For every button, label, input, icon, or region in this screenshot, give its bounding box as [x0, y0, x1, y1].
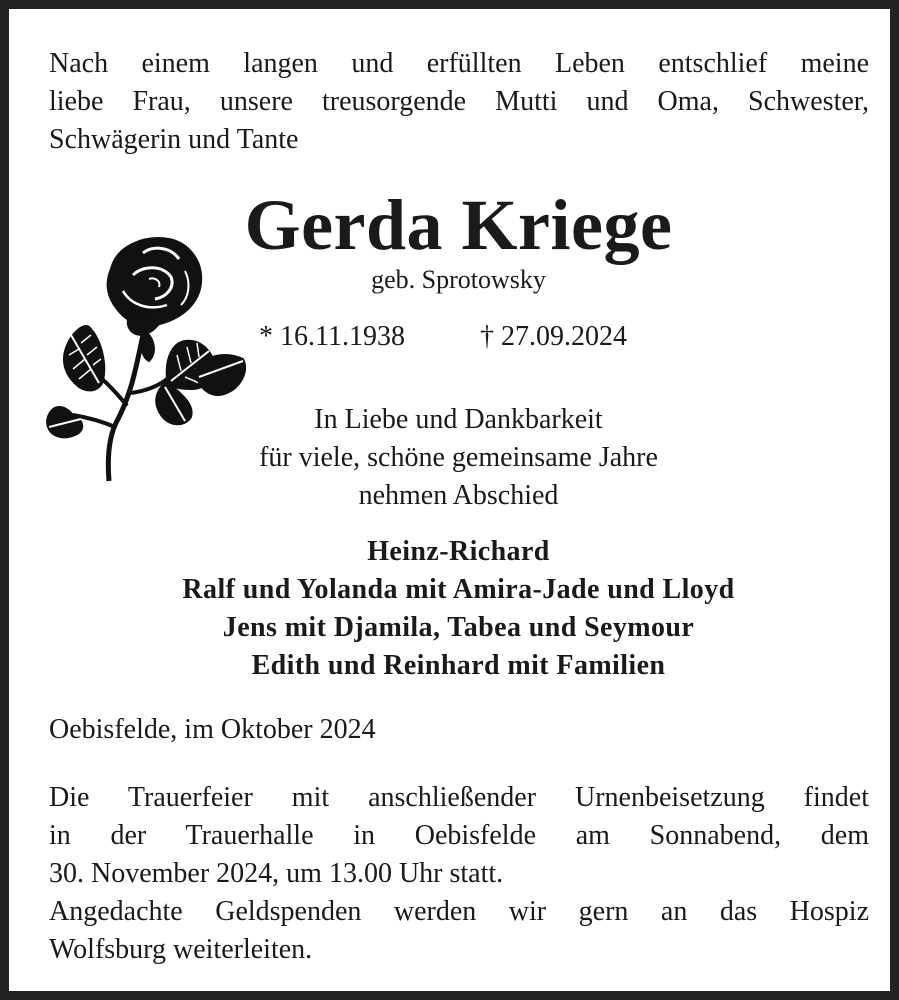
thanks-text — [9, 401, 899, 515]
birth-date: * 16.11.1938 — [259, 321, 405, 352]
intro-text — [49, 45, 869, 159]
service-line: in der Trauerhalle in Oebisfelde am Sonnabend, dem — [49, 820, 869, 851]
mourners-list — [9, 533, 899, 685]
service-line: 30. November 2024, um 13.00 Uhr statt. — [49, 858, 504, 889]
service-line: Angedachte Geldspenden werden wir gern an das Hospiz — [49, 896, 869, 927]
service-info — [49, 779, 869, 969]
mourner-line: Heinz-Richard — [367, 536, 550, 567]
intro-line: Schwägerin und Tante — [49, 124, 299, 155]
birth-name: geb. Sprotowsky — [371, 265, 546, 294]
mourner-line: Edith und Reinhard mit Familien — [251, 650, 666, 681]
deceased-name: Gerda Kriege — [244, 185, 673, 265]
thanks-line: nehmen Abschied — [358, 480, 559, 511]
intro-line: liebe Frau, unsere treusorgende Mutti und Oma, Schwester, — [49, 86, 869, 117]
mourner-line: Ralf und Yolanda mit Amira-Jade und Lloyd — [182, 574, 735, 605]
death-date: † 27.09.2024 — [480, 321, 627, 352]
place-date: Oebisfelde, im Oktober 2024 — [49, 714, 376, 745]
thanks-line: In Liebe und Dankbarkeit — [314, 404, 603, 435]
service-line: Wolfsburg weiterleiten. — [49, 934, 313, 965]
thanks-line: für viele, schöne gemeinsame Jahre — [259, 442, 658, 473]
intro-line: Nach einem langen und erfüllten Leben entschlief meine — [49, 48, 869, 79]
mourner-line: Jens mit Djamila, Tabea und Seymour — [222, 612, 695, 643]
service-line: Die Trauerfeier mit anschließender Urnenbeisetzung findet — [49, 782, 869, 813]
